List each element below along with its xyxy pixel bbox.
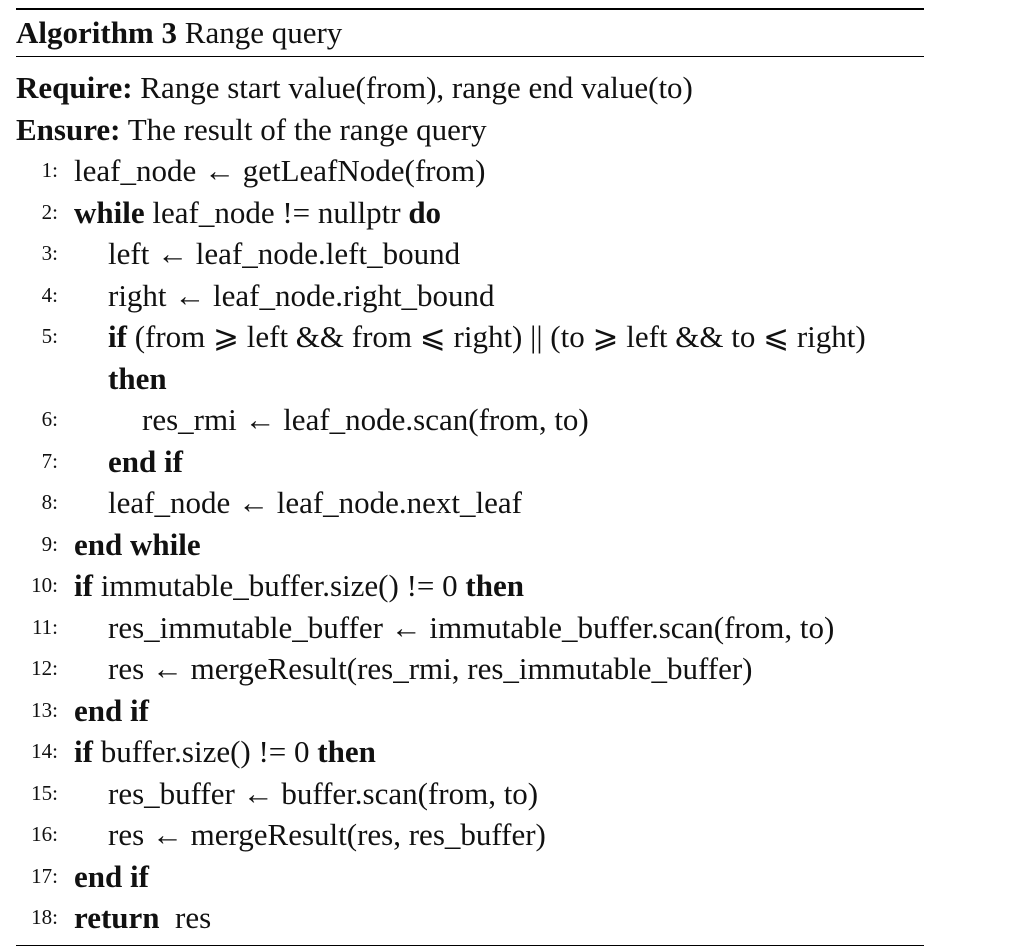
line-number: 5: [41, 324, 58, 348]
ensure-label: Ensure: [16, 111, 121, 147]
code-text: res_buffer ← buffer.scan(from, to) [108, 775, 539, 811]
code-line-13 [16, 690, 924, 732]
code-text: res_rmi ← leaf_node.scan(from, to) [142, 402, 589, 437]
code-line-18 [16, 897, 924, 939]
code-line-5-continued [16, 358, 924, 400]
algorithm-label: Algorithm 3 [16, 15, 178, 50]
algorithm-block [16, 8, 924, 946]
code-line-17 [16, 856, 924, 898]
code-line-2 [16, 192, 924, 234]
ensure-text: The result of the range query [127, 111, 487, 147]
line-number: 4: [41, 282, 58, 307]
require-text: Range start value(from), range end value(to) [140, 70, 693, 105]
keyword: if [74, 734, 93, 769]
line-number: 13: [31, 697, 58, 722]
ensure-line [16, 109, 924, 151]
line-number: 15: [31, 780, 58, 805]
code-line-7 [16, 441, 924, 483]
code-line-14 [16, 731, 924, 773]
keyword: end if [74, 858, 149, 894]
line-number: 1: [41, 158, 58, 182]
code-line-1 [16, 150, 924, 192]
line-number: 2: [41, 199, 58, 224]
bottom-rule [16, 945, 924, 946]
line-number: 10: [31, 573, 58, 597]
line-number: 18: [31, 905, 58, 929]
code-line-11 [16, 607, 924, 649]
algorithm-body [16, 57, 924, 945]
line-number: 11: [31, 614, 58, 639]
line-number: 6: [41, 407, 58, 431]
require-line [16, 67, 924, 109]
code-line-4 [16, 275, 924, 317]
keyword: if [74, 568, 93, 603]
line-number: 16: [31, 822, 58, 846]
algorithm-title: Range query [184, 15, 343, 50]
line-number: 14: [31, 739, 58, 763]
keyword: end if [108, 443, 183, 479]
code-line-10 [16, 565, 924, 607]
keyword: end while [74, 526, 201, 562]
code-text: (from ⩾ left && from ⩽ right) || (to ⩾ left && to ⩽ right) [126, 319, 866, 354]
code-line-9 [16, 524, 924, 566]
line-number: 3: [41, 241, 58, 265]
keyword: while [74, 194, 145, 230]
require-label: Require: [16, 70, 133, 105]
code-text: immutable_buffer.size() != 0 [92, 568, 466, 603]
code-text: leaf_node ← getLeafNode(from) [74, 153, 486, 188]
code-text: leaf_node != nullptr [144, 194, 409, 230]
code-text: left ← leaf_node.left_bound [108, 236, 461, 271]
code-text: buffer.size() != 0 [92, 734, 318, 769]
code-line-5 [16, 316, 924, 358]
code-line-6 [16, 399, 924, 441]
code-line-8 [16, 482, 924, 524]
keyword: then [108, 360, 167, 396]
line-number: 8: [41, 490, 58, 514]
line-number: 12: [31, 656, 58, 680]
keyword: then [465, 568, 524, 603]
keyword: then [317, 734, 376, 769]
code-text: res ← mergeResult(res, res_buffer) [108, 817, 546, 852]
code-text: res ← mergeResult(res_rmi, res_immutable_buffer) [108, 651, 753, 686]
keyword: do [408, 194, 442, 230]
code-line-16 [16, 814, 924, 856]
code-line-15 [16, 773, 924, 815]
line-number: 17: [31, 863, 58, 888]
line-number: 9: [41, 531, 58, 556]
line-number: 7: [41, 448, 58, 473]
keyword: end if [74, 692, 149, 728]
code-text: leaf_node ← leaf_node.next_leaf [108, 485, 523, 520]
algorithm-caption [16, 10, 924, 56]
keyword: if [108, 319, 127, 354]
code-text: res_immutable_buffer ← immutable_buffer.scan(from, to) [108, 609, 835, 645]
code-line-12 [16, 648, 924, 690]
code-line-3 [16, 233, 924, 275]
code-text: res [159, 900, 212, 935]
code-text: right ← leaf_node.right_bound [108, 277, 495, 313]
keyword: return [74, 900, 160, 935]
